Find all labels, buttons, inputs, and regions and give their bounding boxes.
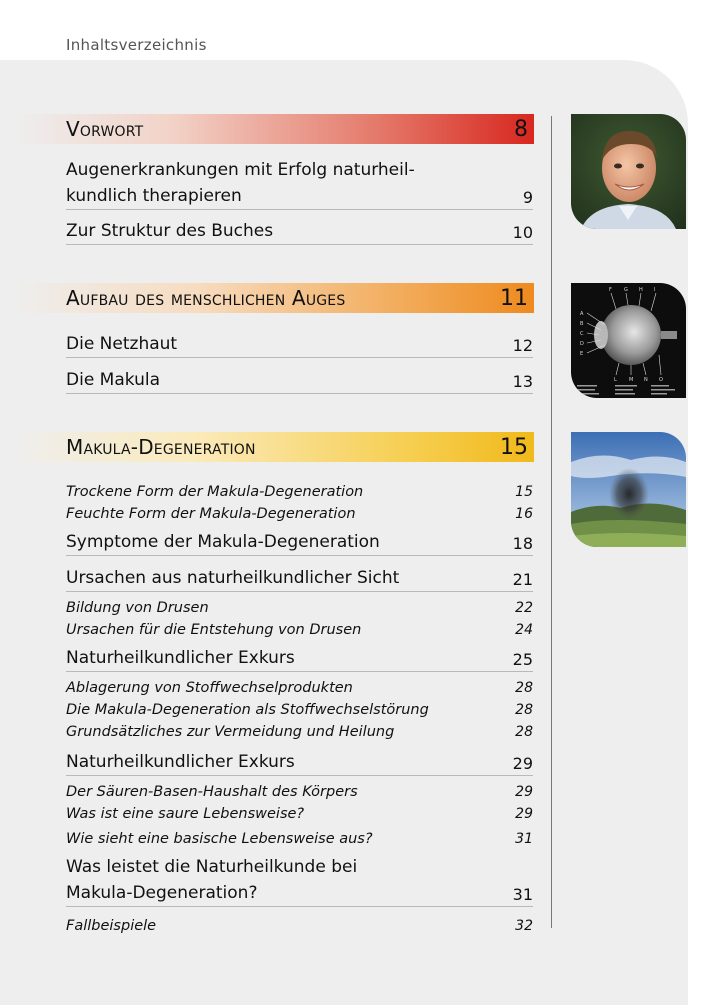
entry-page: 28 bbox=[515, 702, 533, 718]
eye-label-left: E bbox=[580, 351, 584, 357]
entry-title: Trockene Form der Makula-Degeneration bbox=[66, 484, 364, 500]
toc-entry[interactable] bbox=[66, 853, 533, 907]
entry-title: Ursachen für die Entstehung von Drusen bbox=[66, 622, 362, 638]
toc-entry[interactable] bbox=[66, 331, 533, 358]
toc-entry[interactable] bbox=[66, 565, 533, 592]
eye-anatomy-diagram bbox=[571, 283, 686, 398]
toc-subentry[interactable] bbox=[66, 781, 533, 802]
entry-page: 25 bbox=[512, 650, 533, 669]
author-portrait bbox=[571, 114, 686, 229]
section-heading-makula[interactable] bbox=[14, 432, 534, 462]
eye-label-bottom: M bbox=[629, 377, 634, 383]
toc-subentry[interactable] bbox=[66, 699, 533, 720]
entry-title: Augenerkrankungen mit Erfolg naturheil- kundlich therapieren bbox=[66, 160, 415, 206]
entry-page: 12 bbox=[512, 336, 533, 355]
eye-label-bottom: O bbox=[659, 377, 663, 383]
toc-entry[interactable] bbox=[66, 367, 533, 394]
entry-page: 29 bbox=[512, 754, 533, 773]
toc-entry[interactable] bbox=[66, 645, 533, 672]
eye-label-left: A bbox=[580, 311, 584, 317]
entry-page: 29 bbox=[515, 784, 533, 800]
entry-title: Zur Struktur des Buches bbox=[66, 221, 274, 241]
toc-entry[interactable] bbox=[66, 158, 533, 210]
eye-label-top: G bbox=[624, 287, 628, 293]
toc-entry[interactable] bbox=[66, 749, 533, 776]
toc-subentry[interactable] bbox=[66, 914, 533, 936]
entry-page: 9 bbox=[522, 188, 533, 207]
entry-title: Bildung von Drusen bbox=[66, 600, 209, 616]
section-page: 15 bbox=[500, 434, 528, 460]
entry-title: Die Makula-Degeneration als Stoffwechselstörung bbox=[66, 702, 429, 718]
entry-page: 16 bbox=[515, 506, 533, 522]
section-page: 11 bbox=[500, 285, 528, 311]
eye-label-top: H bbox=[639, 287, 643, 293]
entry-title: Ursachen aus naturheilkundlicher Sicht bbox=[66, 568, 400, 588]
toc-subentry[interactable] bbox=[66, 803, 533, 824]
toc-subentry[interactable] bbox=[66, 721, 533, 742]
section-heading-aufbau[interactable] bbox=[14, 283, 534, 313]
eye-label-bottom: L bbox=[614, 377, 617, 383]
entry-page: 18 bbox=[512, 534, 533, 553]
entry-page: 29 bbox=[515, 806, 533, 822]
section-title: Makula-Degeneration bbox=[66, 435, 256, 459]
vertical-divider bbox=[551, 116, 552, 928]
entry-title: Feuchte Form der Makula-Degeneration bbox=[66, 506, 356, 522]
eye-label-top: I bbox=[654, 287, 656, 293]
entry-page: 28 bbox=[515, 724, 533, 740]
section-title: Aufbau des menschlichen Auges bbox=[66, 286, 346, 310]
entry-page: 31 bbox=[515, 831, 533, 847]
section-title: Vorwort bbox=[66, 117, 144, 141]
entry-title: Ablagerung von Stoffwechselprodukten bbox=[66, 680, 353, 696]
entry-page: 22 bbox=[515, 600, 533, 616]
toc-subentry[interactable] bbox=[66, 503, 533, 524]
entry-title: Naturheilkundlicher Exkurs bbox=[66, 648, 295, 668]
section-page: 8 bbox=[514, 116, 528, 142]
eye-label-left: D bbox=[580, 341, 584, 347]
toc-subentry[interactable] bbox=[66, 619, 533, 640]
entry-title: Symptome der Makula-Degeneration bbox=[66, 532, 380, 552]
toc-entry[interactable] bbox=[66, 218, 533, 245]
eye-label-left: C bbox=[580, 331, 584, 337]
entry-page: 15 bbox=[515, 484, 533, 500]
toc-subentry[interactable] bbox=[66, 828, 533, 849]
entry-title: Die Netzhaut bbox=[66, 334, 178, 354]
entry-title: Naturheilkundlicher Exkurs bbox=[66, 752, 295, 772]
page-header-label: Inhaltsverzeichnis bbox=[66, 36, 207, 54]
toc-entry[interactable] bbox=[66, 529, 533, 556]
entry-page: 31 bbox=[512, 885, 533, 904]
entry-page: 32 bbox=[515, 918, 533, 934]
entry-page: 28 bbox=[515, 680, 533, 696]
entry-title: Die Makula bbox=[66, 370, 160, 390]
eye-label-top: F bbox=[609, 287, 612, 293]
entry-title: Wie sieht eine basische Lebensweise aus? bbox=[66, 831, 373, 847]
entry-title: Was ist eine saure Lebensweise? bbox=[66, 806, 305, 822]
eye-label-left: B bbox=[580, 321, 584, 327]
toc-subentry[interactable] bbox=[66, 677, 533, 698]
entry-title: Was leistet die Naturheilkunde bei Makula-Degeneration? bbox=[66, 857, 358, 903]
toc-subentry[interactable] bbox=[66, 481, 533, 502]
entry-title: Der Säuren-Basen-Haushalt des Körpers bbox=[66, 784, 358, 800]
eye-label-bottom: N bbox=[644, 377, 648, 383]
section-heading-vorwort[interactable] bbox=[14, 114, 534, 144]
entry-page: 10 bbox=[512, 223, 533, 242]
entry-title: Fallbeispiele bbox=[66, 918, 157, 934]
entry-page: 13 bbox=[512, 372, 533, 391]
entry-page: 24 bbox=[515, 622, 533, 638]
entry-page: 21 bbox=[512, 570, 533, 589]
entry-title: Grundsätzliches zur Vermeidung und Heilung bbox=[66, 724, 395, 740]
toc-subentry[interactable] bbox=[66, 597, 533, 618]
landscape-blur-photo bbox=[571, 432, 686, 547]
